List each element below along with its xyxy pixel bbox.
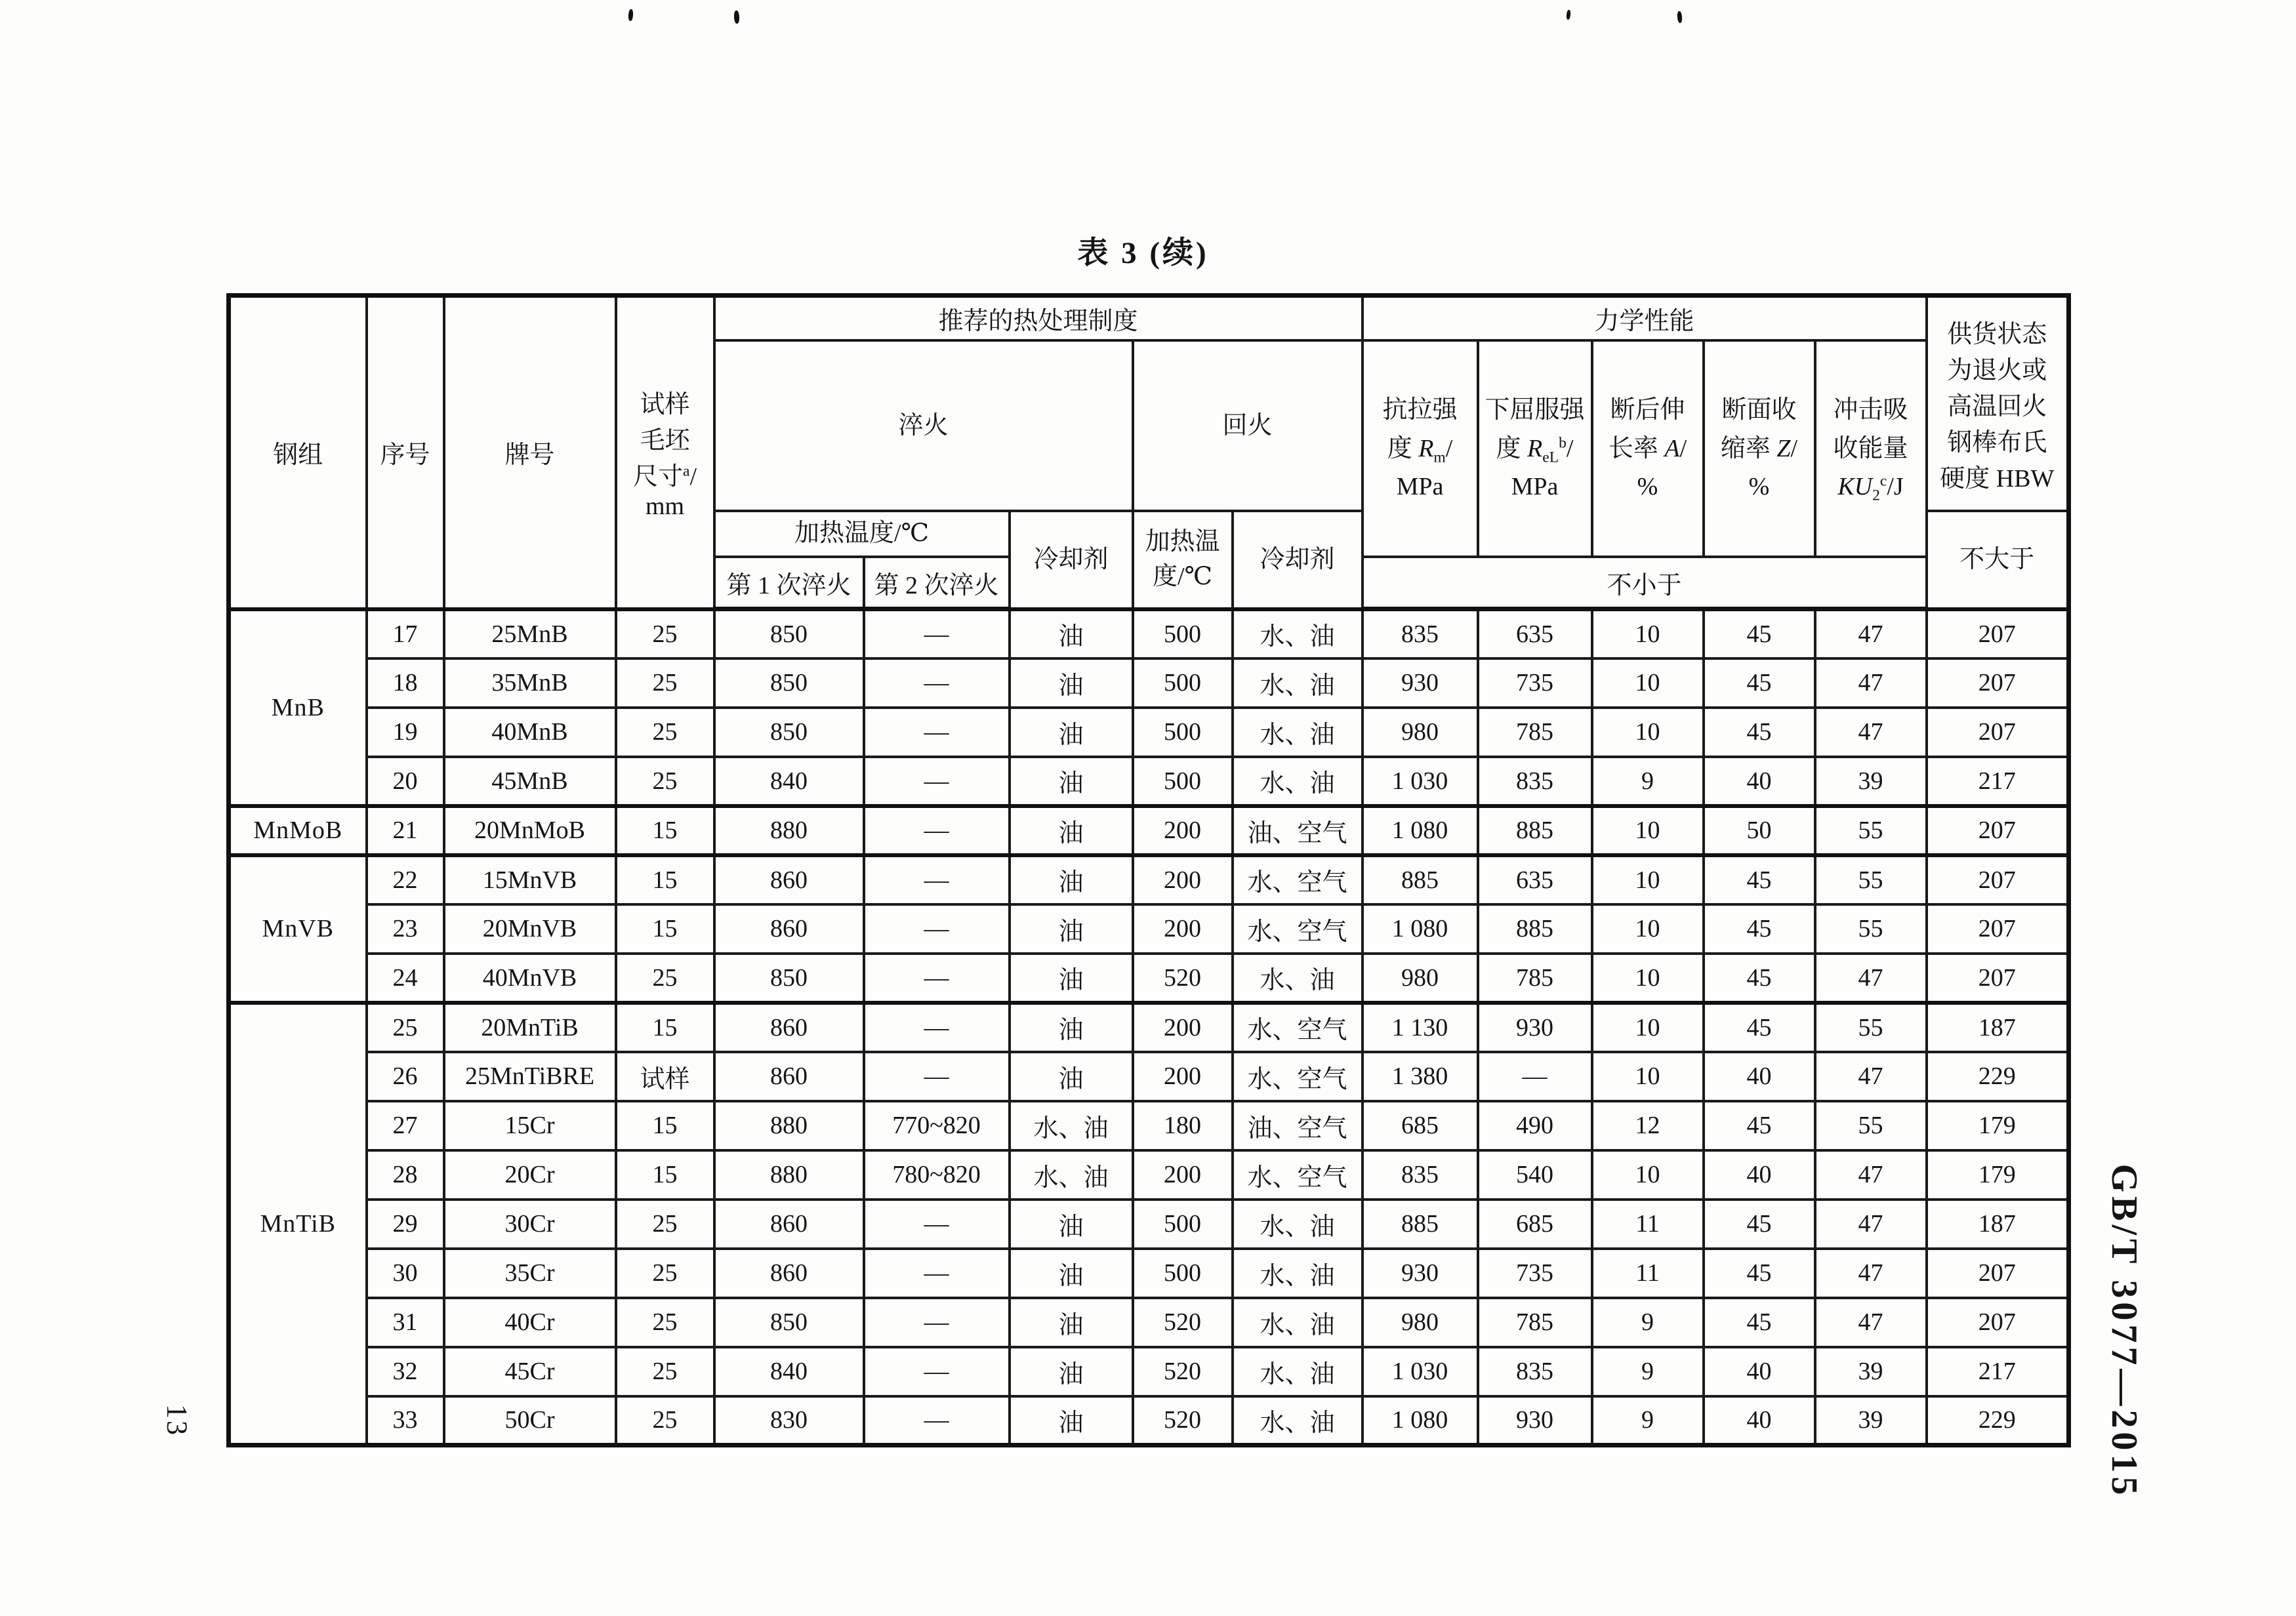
cell-second-quench-temp: — (864, 904, 1010, 954)
page-number: 13 (161, 1404, 194, 1437)
cell-tensile-strength: 1 080 (1363, 904, 1478, 954)
cell-second-quench-temp: — (864, 1298, 1010, 1347)
cell-second-quench-temp: — (864, 1200, 1010, 1249)
cell-temper-coolant: 水、空气 (1233, 1003, 1363, 1052)
cell-hardness-hbw: 217 (1927, 1347, 2069, 1396)
cell-temper-coolant: 油、空气 (1233, 1101, 1363, 1150)
cell-elongation: 11 (1592, 1200, 1704, 1249)
cell-first-quench-temp: 850 (714, 954, 864, 1003)
cell-hardness-hbw: 187 (1927, 1200, 2069, 1249)
cell-hardness-hbw: 229 (1927, 1052, 2069, 1101)
cell-temper-temp: 180 (1133, 1101, 1233, 1150)
cell-first-quench-temp: 850 (714, 609, 864, 658)
cell-steel-group: MnTiB (229, 1003, 367, 1445)
col-header-grade: 牌号 (444, 296, 616, 609)
cell-specimen-size: 25 (616, 757, 714, 806)
cell-specimen-size: 试样 (616, 1052, 714, 1101)
cell-impact-energy: 47 (1815, 1150, 1927, 1200)
cell-yield-strength: — (1478, 1052, 1592, 1101)
cell-yield-strength: 685 (1478, 1200, 1592, 1249)
cell-yield-strength: 785 (1478, 954, 1592, 1003)
cell-elongation: 10 (1592, 1150, 1704, 1200)
cell-specimen-size: 25 (616, 1396, 714, 1445)
cell-grade: 15Cr (444, 1101, 616, 1150)
cell-reduction-of-area: 45 (1704, 855, 1815, 904)
cell-hardness-hbw: 207 (1927, 1249, 2069, 1298)
cell-tensile-strength: 885 (1363, 1200, 1478, 1249)
cell-tensile-strength: 835 (1363, 609, 1478, 658)
cell-serial: 21 (367, 806, 444, 855)
cell-grade: 25MnTiBRE (444, 1052, 616, 1101)
cell-temper-coolant: 水、油 (1233, 1298, 1363, 1347)
cell-grade: 35Cr (444, 1249, 616, 1298)
table-row (229, 1101, 2069, 1150)
cell-reduction-of-area: 45 (1704, 1249, 1815, 1298)
cell-grade: 45Cr (444, 1347, 616, 1396)
cell-quench-coolant: 油 (1010, 658, 1133, 708)
cell-specimen-size: 25 (616, 658, 714, 708)
cell-impact-energy: 47 (1815, 1298, 1927, 1347)
cell-yield-strength: 785 (1478, 1298, 1592, 1347)
cell-quench-coolant: 水、油 (1010, 1150, 1133, 1200)
cell-impact-energy: 55 (1815, 1003, 1927, 1052)
col-header-heat-treatment: 推荐的热处理制度 (714, 296, 1363, 341)
cell-serial: 30 (367, 1249, 444, 1298)
cell-temper-temp: 200 (1133, 806, 1233, 855)
table-row (229, 1052, 2069, 1101)
cell-hardness-hbw: 229 (1927, 1396, 2069, 1445)
cell-elongation: 11 (1592, 1249, 1704, 1298)
cell-impact-energy: 47 (1815, 708, 1927, 757)
cell-tensile-strength: 1 080 (1363, 806, 1478, 855)
cell-reduction-of-area: 45 (1704, 904, 1815, 954)
table-row (229, 1003, 2069, 1052)
cell-temper-coolant: 水、油 (1233, 708, 1363, 757)
cell-quench-coolant: 水、油 (1010, 1101, 1133, 1150)
cell-specimen-size: 25 (616, 954, 714, 1003)
cell-steel-group: MnVB (229, 855, 367, 1003)
cell-hardness-hbw: 207 (1927, 904, 2069, 954)
cell-quench-coolant: 油 (1010, 1052, 1133, 1101)
cell-tensile-strength: 685 (1363, 1101, 1478, 1150)
cell-first-quench-temp: 880 (714, 1150, 864, 1200)
col-header-first-quench: 第 1 次淬火 (714, 557, 864, 609)
cell-temper-coolant: 水、油 (1233, 1200, 1363, 1249)
cell-hardness-hbw: 207 (1927, 1298, 2069, 1347)
cell-quench-coolant: 油 (1010, 1298, 1133, 1347)
cell-quench-coolant: 油 (1010, 1200, 1133, 1249)
cell-quench-coolant: 油 (1010, 806, 1133, 855)
cell-second-quench-temp: — (864, 609, 1010, 658)
cell-first-quench-temp: 840 (714, 1347, 864, 1396)
cell-reduction-of-area: 45 (1704, 708, 1815, 757)
col-header-quench-coolant: 冷却剂 (1010, 511, 1133, 609)
cell-quench-coolant: 油 (1010, 904, 1133, 954)
cell-tensile-strength: 930 (1363, 658, 1478, 708)
cell-grade: 40MnB (444, 708, 616, 757)
cell-serial: 31 (367, 1298, 444, 1347)
cell-temper-coolant: 水、油 (1233, 658, 1363, 708)
cell-temper-temp: 200 (1133, 1052, 1233, 1101)
table-row (229, 658, 2069, 708)
cell-temper-coolant: 水、空气 (1233, 855, 1363, 904)
standard-number: GB/T 3077—2015 (2104, 1163, 2144, 1499)
cell-serial: 29 (367, 1200, 444, 1249)
cell-yield-strength: 835 (1478, 1347, 1592, 1396)
col-header-serial: 序号 (367, 296, 444, 609)
col-header-mechanical-properties: 力学性能 (1363, 296, 1927, 341)
col-header-temper-heating-temp: 加热温 度/℃ (1133, 511, 1233, 609)
cell-quench-coolant: 油 (1010, 757, 1133, 806)
table-row (229, 1298, 2069, 1347)
cell-elongation: 9 (1592, 1396, 1704, 1445)
steel-properties-table (226, 293, 2071, 1447)
cell-temper-coolant: 水、空气 (1233, 1052, 1363, 1101)
cell-tensile-strength: 1 080 (1363, 1396, 1478, 1445)
cell-temper-temp: 520 (1133, 1347, 1233, 1396)
cell-temper-temp: 500 (1133, 609, 1233, 658)
cell-temper-coolant: 水、空气 (1233, 904, 1363, 954)
cell-grade: 20MnVB (444, 904, 616, 954)
cell-grade: 20MnTiB (444, 1003, 616, 1052)
cell-serial: 20 (367, 757, 444, 806)
col-header-not-greater-than: 不大于 (1927, 511, 2069, 609)
cell-second-quench-temp: — (864, 855, 1010, 904)
cell-serial: 27 (367, 1101, 444, 1150)
cell-serial: 33 (367, 1396, 444, 1445)
cell-specimen-size: 25 (616, 1298, 714, 1347)
cell-first-quench-temp: 860 (714, 1249, 864, 1298)
cell-quench-coolant: 油 (1010, 1249, 1133, 1298)
cell-second-quench-temp: — (864, 658, 1010, 708)
col-header-temper-coolant: 冷却剂 (1233, 511, 1363, 609)
col-header-quench: 淬火 (714, 340, 1133, 511)
cell-hardness-hbw: 207 (1927, 609, 2069, 658)
cell-hardness-hbw: 207 (1927, 806, 2069, 855)
table-row (229, 609, 2069, 658)
cell-grade: 50Cr (444, 1396, 616, 1445)
cell-serial: 24 (367, 954, 444, 1003)
cell-first-quench-temp: 850 (714, 658, 864, 708)
cell-temper-temp: 500 (1133, 1249, 1233, 1298)
cell-tensile-strength: 885 (1363, 855, 1478, 904)
cell-yield-strength: 490 (1478, 1101, 1592, 1150)
cell-temper-temp: 520 (1133, 954, 1233, 1003)
cell-temper-coolant: 水、油 (1233, 757, 1363, 806)
cell-tensile-strength: 980 (1363, 954, 1478, 1003)
cell-serial: 28 (367, 1150, 444, 1200)
cell-elongation: 10 (1592, 609, 1704, 658)
cell-first-quench-temp: 860 (714, 855, 864, 904)
cell-elongation: 10 (1592, 1052, 1704, 1101)
cell-tensile-strength: 1 130 (1363, 1003, 1478, 1052)
scan-speck (628, 9, 633, 21)
scan-speck (1566, 10, 1571, 20)
cell-quench-coolant: 油 (1010, 708, 1133, 757)
cell-impact-energy: 39 (1815, 757, 1927, 806)
cell-temper-coolant: 水、油 (1233, 609, 1363, 658)
cell-hardness-hbw: 207 (1927, 658, 2069, 708)
cell-temper-coolant: 水、油 (1233, 954, 1363, 1003)
cell-grade: 35MnB (444, 658, 616, 708)
cell-specimen-size: 15 (616, 1101, 714, 1150)
cell-elongation: 10 (1592, 904, 1704, 954)
cell-impact-energy: 55 (1815, 904, 1927, 954)
scan-speck (1677, 11, 1683, 24)
cell-hardness-hbw: 207 (1927, 855, 2069, 904)
cell-impact-energy: 47 (1815, 609, 1927, 658)
cell-elongation: 10 (1592, 708, 1704, 757)
cell-specimen-size: 15 (616, 904, 714, 954)
table-row (229, 1200, 2069, 1249)
cell-impact-energy: 47 (1815, 1052, 1927, 1101)
table-row (229, 954, 2069, 1003)
cell-elongation: 10 (1592, 954, 1704, 1003)
cell-temper-temp: 500 (1133, 757, 1233, 806)
cell-impact-energy: 39 (1815, 1396, 1927, 1445)
cell-specimen-size: 25 (616, 1347, 714, 1396)
col-header-temper: 回火 (1133, 340, 1363, 511)
cell-serial: 25 (367, 1003, 444, 1052)
cell-temper-temp: 520 (1133, 1298, 1233, 1347)
cell-temper-coolant: 水、油 (1233, 1396, 1363, 1445)
cell-second-quench-temp: — (864, 1249, 1010, 1298)
cell-temper-temp: 200 (1133, 1150, 1233, 1200)
cell-second-quench-temp: — (864, 1003, 1010, 1052)
cell-first-quench-temp: 860 (714, 1200, 864, 1249)
cell-yield-strength: 835 (1478, 757, 1592, 806)
cell-specimen-size: 25 (616, 609, 714, 658)
cell-impact-energy: 47 (1815, 658, 1927, 708)
cell-first-quench-temp: 880 (714, 1101, 864, 1150)
cell-quench-coolant: 油 (1010, 954, 1133, 1003)
table-row (229, 1150, 2069, 1200)
cell-second-quench-temp: — (864, 954, 1010, 1003)
cell-impact-energy: 39 (1815, 1347, 1927, 1396)
cell-impact-energy: 55 (1815, 1101, 1927, 1150)
cell-second-quench-temp: — (864, 757, 1010, 806)
cell-reduction-of-area: 45 (1704, 1298, 1815, 1347)
cell-quench-coolant: 油 (1010, 1347, 1133, 1396)
col-header-yield-strength: 下屈服强 度 $R_{eL}^b/$ MPa (1478, 340, 1592, 557)
cell-grade: 25MnB (444, 609, 616, 658)
cell-elongation: 9 (1592, 1298, 1704, 1347)
table-body (229, 609, 2069, 1445)
col-header-impact-energy: 冲击吸 收能量 $KU_2^c/J$ (1815, 340, 1927, 557)
table-row (229, 806, 2069, 855)
cell-temper-temp: 500 (1133, 708, 1233, 757)
cell-yield-strength: 930 (1478, 1396, 1592, 1445)
cell-tensile-strength: 980 (1363, 708, 1478, 757)
cell-quench-coolant: 油 (1010, 1396, 1133, 1445)
cell-impact-energy: 55 (1815, 855, 1927, 904)
cell-tensile-strength: 1 380 (1363, 1052, 1478, 1101)
cell-impact-energy: 47 (1815, 954, 1927, 1003)
cell-elongation: 10 (1592, 1003, 1704, 1052)
scan-speck (733, 10, 739, 24)
cell-temper-coolant: 油、空气 (1233, 806, 1363, 855)
cell-reduction-of-area: 45 (1704, 609, 1815, 658)
cell-elongation: 10 (1592, 658, 1704, 708)
cell-reduction-of-area: 40 (1704, 1347, 1815, 1396)
cell-yield-strength: 785 (1478, 708, 1592, 757)
cell-second-quench-temp: 770~820 (864, 1101, 1010, 1150)
cell-temper-temp: 500 (1133, 658, 1233, 708)
cell-grade: 45MnB (444, 757, 616, 806)
cell-yield-strength: 735 (1478, 658, 1592, 708)
cell-second-quench-temp: — (864, 1396, 1010, 1445)
cell-yield-strength: 635 (1478, 855, 1592, 904)
cell-impact-energy: 55 (1815, 806, 1927, 855)
cell-quench-coolant: 油 (1010, 609, 1133, 658)
cell-impact-energy: 47 (1815, 1200, 1927, 1249)
cell-elongation: 12 (1592, 1101, 1704, 1150)
table-row (229, 904, 2069, 954)
cell-temper-temp: 200 (1133, 904, 1233, 954)
cell-specimen-size: 15 (616, 806, 714, 855)
cell-first-quench-temp: 830 (714, 1396, 864, 1445)
cell-first-quench-temp: 860 (714, 1052, 864, 1101)
cell-tensile-strength: 980 (1363, 1298, 1478, 1347)
cell-grade: 40MnVB (444, 954, 616, 1003)
cell-reduction-of-area: 45 (1704, 658, 1815, 708)
cell-serial: 22 (367, 855, 444, 904)
cell-hardness-hbw: 187 (1927, 1003, 2069, 1052)
cell-grade: 20Cr (444, 1150, 616, 1200)
cell-yield-strength: 930 (1478, 1003, 1592, 1052)
col-header-second-quench: 第 2 次淬火 (864, 557, 1010, 609)
cell-temper-temp: 500 (1133, 1200, 1233, 1249)
cell-specimen-size: 25 (616, 1200, 714, 1249)
cell-grade: 20MnMoB (444, 806, 616, 855)
cell-reduction-of-area: 45 (1704, 954, 1815, 1003)
cell-first-quench-temp: 880 (714, 806, 864, 855)
cell-second-quench-temp: 780~820 (864, 1150, 1010, 1200)
cell-hardness-hbw: 207 (1927, 954, 2069, 1003)
table-row (229, 757, 2069, 806)
cell-serial: 17 (367, 609, 444, 658)
cell-second-quench-temp: — (864, 806, 1010, 855)
cell-tensile-strength: 1 030 (1363, 757, 1478, 806)
cell-hardness-hbw: 217 (1927, 757, 2069, 806)
cell-tensile-strength: 835 (1363, 1150, 1478, 1200)
cell-temper-temp: 200 (1133, 855, 1233, 904)
cell-specimen-size: 15 (616, 1003, 714, 1052)
cell-tensile-strength: 930 (1363, 1249, 1478, 1298)
cell-specimen-size: 25 (616, 1249, 714, 1298)
table-row (229, 1396, 2069, 1445)
cell-first-quench-temp: 850 (714, 1298, 864, 1347)
cell-reduction-of-area: 40 (1704, 757, 1815, 806)
cell-yield-strength: 735 (1478, 1249, 1592, 1298)
cell-steel-group: MnB (229, 609, 367, 806)
cell-elongation: 10 (1592, 806, 1704, 855)
cell-serial: 23 (367, 904, 444, 954)
cell-first-quench-temp: 860 (714, 1003, 864, 1052)
cell-temper-coolant: 水、空气 (1233, 1150, 1363, 1200)
col-header-not-less-than: 不小于 (1363, 557, 1927, 609)
cell-first-quench-temp: 860 (714, 904, 864, 954)
table-row (229, 855, 2069, 904)
cell-yield-strength: 885 (1478, 806, 1592, 855)
cell-reduction-of-area: 45 (1704, 1003, 1815, 1052)
cell-hardness-hbw: 207 (1927, 708, 2069, 757)
cell-reduction-of-area: 40 (1704, 1396, 1815, 1445)
col-header-delivery-hardness: 供货状态 为退火或 高温回火 钢棒布氏 硬度 HBW (1927, 296, 2069, 512)
cell-elongation: 10 (1592, 855, 1704, 904)
col-header-reduction-of-area: 断面收 缩率 Z/ % (1704, 340, 1815, 557)
cell-yield-strength: 540 (1478, 1150, 1592, 1200)
cell-grade: 30Cr (444, 1200, 616, 1249)
cell-reduction-of-area: 45 (1704, 1101, 1815, 1150)
cell-second-quench-temp: — (864, 1347, 1010, 1396)
cell-tensile-strength: 1 030 (1363, 1347, 1478, 1396)
cell-elongation: 9 (1592, 757, 1704, 806)
page-title: 表 3 (续) (1077, 236, 1209, 270)
cell-reduction-of-area: 40 (1704, 1150, 1815, 1200)
cell-temper-coolant: 水、油 (1233, 1347, 1363, 1396)
col-header-tensile-strength: 抗拉强 度 $R_m/$ MPa (1363, 340, 1478, 557)
col-header-specimen-size: 试样 毛坯 尺寸$^a$/ mm (616, 296, 714, 609)
cell-yield-strength: 885 (1478, 904, 1592, 954)
cell-specimen-size: 25 (616, 708, 714, 757)
cell-serial: 19 (367, 708, 444, 757)
cell-temper-coolant: 水、油 (1233, 1249, 1363, 1298)
cell-first-quench-temp: 840 (714, 757, 864, 806)
col-header-steel-group: 钢组 (229, 296, 367, 609)
cell-quench-coolant: 油 (1010, 1003, 1133, 1052)
cell-specimen-size: 15 (616, 1150, 714, 1200)
cell-reduction-of-area: 50 (1704, 806, 1815, 855)
cell-serial: 26 (367, 1052, 444, 1101)
table-row (229, 1249, 2069, 1298)
cell-reduction-of-area: 45 (1704, 1200, 1815, 1249)
cell-temper-temp: 520 (1133, 1396, 1233, 1445)
cell-elongation: 9 (1592, 1347, 1704, 1396)
cell-impact-energy: 47 (1815, 1249, 1927, 1298)
cell-grade: 15MnVB (444, 855, 616, 904)
col-header-quench-heating-temp: 加热温度/℃ (714, 511, 1010, 557)
col-header-elongation: 断后伸 长率 A/ % (1592, 340, 1704, 557)
cell-quench-coolant: 油 (1010, 855, 1133, 904)
cell-hardness-hbw: 179 (1927, 1150, 2069, 1200)
cell-second-quench-temp: — (864, 708, 1010, 757)
cell-grade: 40Cr (444, 1298, 616, 1347)
cell-serial: 18 (367, 658, 444, 708)
cell-steel-group: MnMoB (229, 806, 367, 855)
cell-yield-strength: 635 (1478, 609, 1592, 658)
cell-specimen-size: 15 (616, 855, 714, 904)
header-row-1 (229, 296, 2069, 341)
cell-first-quench-temp: 850 (714, 708, 864, 757)
cell-hardness-hbw: 179 (1927, 1101, 2069, 1150)
cell-temper-temp: 200 (1133, 1003, 1233, 1052)
cell-reduction-of-area: 40 (1704, 1052, 1815, 1101)
table-row (229, 1347, 2069, 1396)
cell-serial: 32 (367, 1347, 444, 1396)
table-row (229, 708, 2069, 757)
cell-second-quench-temp: — (864, 1052, 1010, 1101)
